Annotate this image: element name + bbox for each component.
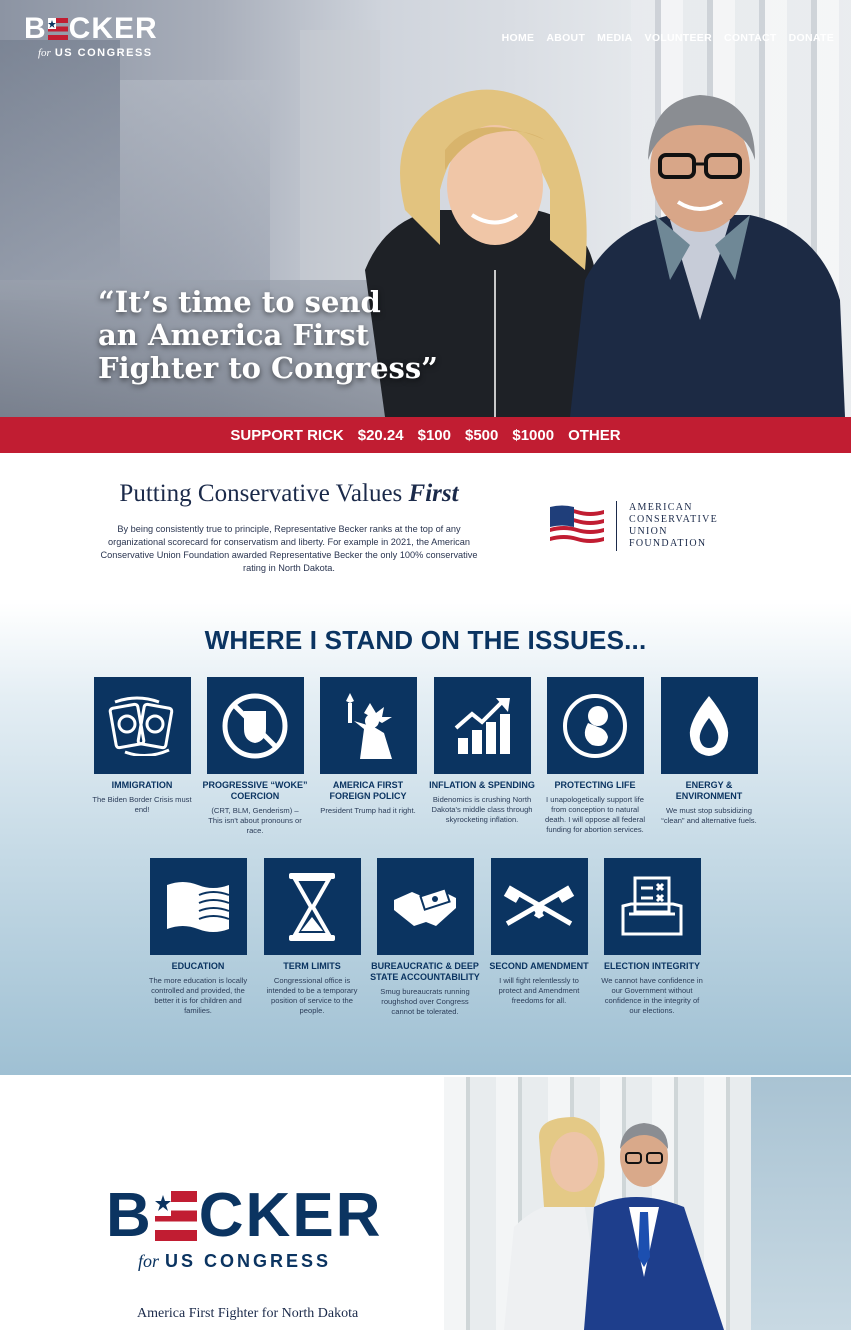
bottom-brand-section [0,1075,851,1330]
issue-icon-box [434,677,531,774]
fetus-icon [560,691,630,761]
logo-sub: US CONGRESS [165,1251,332,1271]
nav-about[interactable]: ABOUT [546,32,586,44]
issue-title: ELECTION INTEGRITY [603,961,700,971]
issue-election-integrity[interactable] [597,858,707,1016]
support-label: SUPPORT RICK [230,426,344,444]
issue-title: IMMIGRATION [111,780,173,790]
nav-media[interactable]: MEDIA [597,32,633,44]
issue-desc: Bidenomics is crushing North Dakota's middle class through skyrocketing inflation. [431,795,533,824]
acu-logo [550,501,718,551]
issue-icon-box [320,677,417,774]
values-title-emphasis: First [408,480,459,507]
donate-other-button[interactable]: OTHER [568,426,621,444]
ballot-box-icon [619,876,685,938]
issue-title: TERM LIMITS [283,961,341,971]
issue-title: AMERICA FIRST FOREIGN POLICY [329,780,407,801]
nav-home[interactable]: HOME [501,32,535,44]
acu-text [629,502,718,550]
flame-icon [684,694,734,758]
man-photo [560,80,845,417]
conservative-values-section [0,453,851,603]
issue-title: ENERGY & ENVIRONMENT [675,780,743,801]
issue-desc: The Biden Border Crisis must end! [92,795,192,814]
flag-e-icon [48,18,68,40]
issue-icon-box [604,858,701,955]
rising-chart-icon [452,696,512,756]
issue-title: BUREAUCRATIC & DEEP STATE ACCOUNTABILITY [370,961,480,982]
issue-icon-box [207,677,304,774]
couple-photo [444,1077,851,1330]
issue-title: PROGRESSIVE “WOKE” COERCION [202,780,308,801]
site-logo[interactable] [24,12,158,59]
logo-letters: CKER [198,1181,383,1250]
logo-for: for [38,47,51,59]
issue-icon-box [264,858,361,955]
issue-desc: (CRT, BLM, Genderism) – This isn't about pronouns or race. [208,806,302,835]
logo-subtitle [38,47,158,59]
issues-section [0,603,851,1075]
logo-wordmark [106,1181,383,1250]
issue-icon-box [94,677,191,774]
couple-figures [444,1077,851,1330]
logo-sub: US CONGRESS [54,47,153,59]
issue-immigration[interactable] [87,677,197,815]
issue-icon-box [491,858,588,955]
handshake-money-icon [392,882,458,932]
hero-banner [0,0,851,417]
hero-quote [98,286,438,385]
issue-desc: Smug bureaucrats running roughshod over Congress cannot be tolerated. [380,987,470,1016]
campaign-logo [106,1181,383,1272]
flag-e-icon [155,1191,197,1241]
issue-education[interactable] [143,858,253,1016]
donate-amount-button[interactable]: $1000 [512,426,555,444]
statue-of-liberty-icon [336,691,400,761]
logo-letter: B [106,1181,153,1250]
donate-amount-button[interactable]: $500 [465,426,499,444]
tagline: America First Fighter for North Dakota [137,1306,359,1321]
logo-subtitle [138,1251,382,1272]
acu-line: UNION [629,526,668,537]
quote-line: “It’s time to send [98,285,381,319]
issue-icon-box [547,677,644,774]
issue-energy[interactable] [654,677,764,826]
logo-letter: B [24,12,47,45]
issue-title: EDUCATION [171,961,225,971]
no-fist-icon [220,691,290,761]
main-nav [502,32,834,44]
divider [616,501,617,551]
issue-second-amendment[interactable] [484,858,594,1006]
donate-amount-button[interactable]: $100 [417,426,451,444]
issue-woke-coercion[interactable] [200,677,310,836]
values-heading [96,480,482,508]
issue-desc: Congressional office is intended to be a temporary position of service to the people. [266,976,358,1015]
issue-title: SECOND AMENDMENT [489,961,589,971]
us-flag-icon [550,505,604,547]
background-building [120,80,270,310]
issue-desc: I will fight relentlessly to protect and Amendment freedoms for all. [498,976,580,1005]
acu-line: AMERICAN [629,502,693,513]
nav-donate[interactable]: DONATE [788,32,834,44]
flag-icon [165,879,231,935]
hourglass-icon [287,873,337,941]
issue-desc: We must stop subsidizing “clean” and alternative fuels. [661,806,757,825]
logo-letters: CKER [68,12,158,45]
issue-desc: We cannot have confidence in our Government without confidence in the integrity of our elections. [601,976,703,1015]
background-building [0,40,120,300]
acu-line: CONSERVATIVE [629,514,719,525]
issue-desc: I unapologetically support life from conception to natural death. I will oppose all federal funding for abortion services. [544,795,646,834]
values-body: By being consistently true to principle, Representative Becker ranks at the top of any organizational scorecard for conservatism and liberty. For example in 2021, the American Conservative Union Foundation awarded Representative Becker the only 100% conservative rating in North Dakota. [100,524,478,573]
issue-foreign-policy[interactable] [313,677,423,816]
nav-contact[interactable]: CONTACT [723,32,777,44]
issues-heading: WHERE I STAND ON THE ISSUES... [204,625,647,655]
acu-line: FOUNDATION [629,538,707,549]
issue-term-limits[interactable] [257,858,367,1016]
issue-icon-box [661,677,758,774]
crossed-rifles-icon [499,879,579,935]
values-title: Putting Conservative Values [119,480,403,507]
passport-icon [107,696,177,756]
issue-desc: President Trump had it right. [320,806,416,815]
issue-inflation[interactable] [427,677,537,825]
nav-volunteer[interactable]: VOLUNTEER [644,32,712,44]
issue-title: INFLATION & SPENDING [429,780,535,790]
issue-icon-box [377,858,474,955]
issue-title: PROTECTING LIFE [554,780,636,790]
donate-amount-button[interactable]: $20.24 [357,426,404,444]
logo-wordmark [24,12,158,46]
quote-line: Fighter to Congress” [98,351,438,385]
quote-line: an America First [98,318,370,352]
issue-deep-state[interactable] [370,858,480,1017]
logo-for: for [138,1251,160,1271]
issue-desc: The more education is locally controlled and provided, the better it is for children and families. [148,976,248,1015]
issue-icon-box [150,858,247,955]
donate-bar [0,417,851,453]
issue-protecting-life[interactable] [540,677,650,835]
